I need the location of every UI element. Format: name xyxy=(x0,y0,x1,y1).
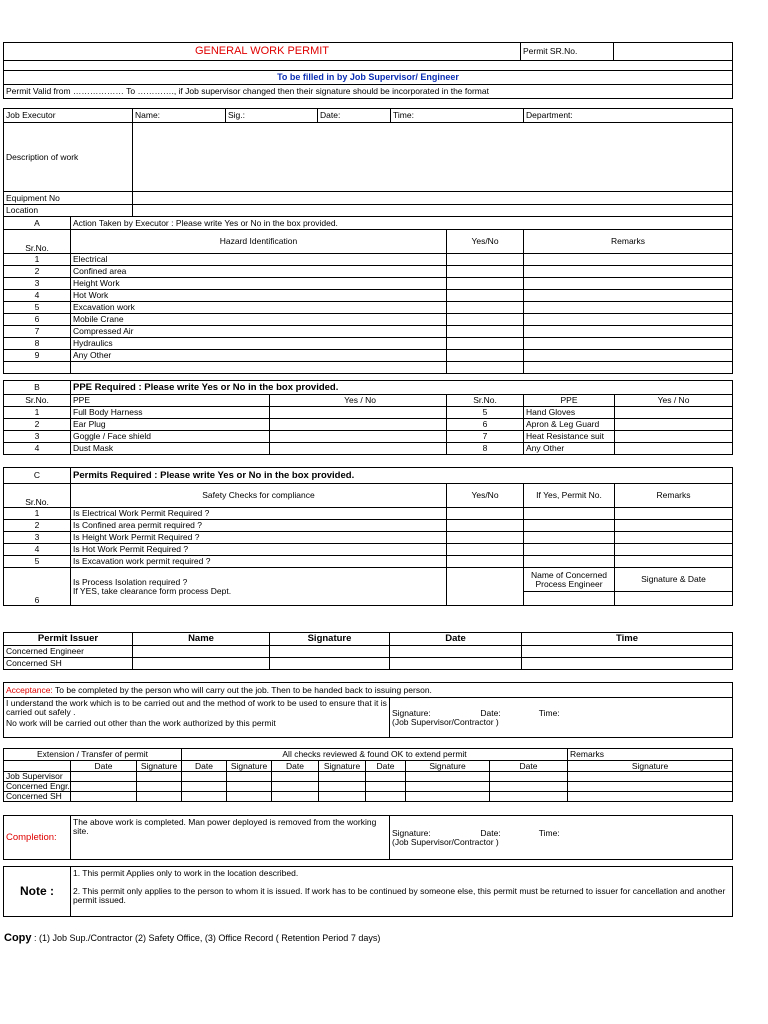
copy-footer xyxy=(4,932,380,944)
table-row xyxy=(4,544,733,556)
col-signature: Signature xyxy=(406,761,490,772)
cell-field[interactable] xyxy=(71,772,137,782)
acceptance-table xyxy=(3,682,733,738)
executor-department-field[interactable]: Department: xyxy=(524,109,733,123)
table-row xyxy=(4,646,733,658)
remarks-field[interactable] xyxy=(524,326,733,338)
col-srno: Sr.No. xyxy=(4,484,71,508)
ppe-item: Full Body Harness xyxy=(71,407,270,419)
col-signature: Signature xyxy=(227,761,272,772)
location-label: Location xyxy=(4,205,133,217)
blank-cell xyxy=(71,362,447,374)
yesno-field[interactable] xyxy=(447,508,524,520)
cell-field[interactable] xyxy=(182,782,227,792)
cell-field[interactable] xyxy=(406,772,490,782)
col-ppe: PPE xyxy=(524,395,615,407)
row-number: 4 xyxy=(4,443,71,455)
executor-table xyxy=(3,108,733,217)
col-checks: Safety Checks for compliance xyxy=(71,484,447,508)
cell-field[interactable] xyxy=(366,782,406,792)
remarks-field[interactable] xyxy=(524,314,733,326)
table-row xyxy=(4,532,733,544)
row-label: Job Supervisor xyxy=(4,772,71,782)
acceptance-signature-area[interactable] xyxy=(390,698,733,738)
cell-field[interactable] xyxy=(490,782,568,792)
cell-field[interactable] xyxy=(227,792,272,802)
acceptance-text: To be completed by the person who will carry out the job. Then to be handed back to issuing person. xyxy=(55,684,432,695)
cell-field[interactable] xyxy=(272,772,319,782)
ppe-item: Dust Mask xyxy=(71,443,270,455)
section-c-table xyxy=(3,467,733,606)
cell-field[interactable] xyxy=(568,772,733,782)
blank-cell xyxy=(4,362,71,374)
col-srno: Sr.No. xyxy=(4,395,71,407)
section-a-heading: Action Taken by Executor : Please write Yes or No in the box provided. xyxy=(71,217,733,230)
col-srno: Sr.No. xyxy=(4,230,71,254)
table-row xyxy=(4,772,733,782)
completion-text: The above work is completed. Man power deployed is removed from the working site. xyxy=(71,816,390,860)
section-a-table xyxy=(3,216,733,374)
section-c-letter: C xyxy=(4,468,71,484)
col-remarks: Remarks xyxy=(524,230,733,254)
permit-no-field[interactable] xyxy=(524,544,615,556)
extension-table xyxy=(3,748,733,802)
time-label: Time: xyxy=(538,827,560,838)
table-row xyxy=(4,254,733,266)
yesno-field[interactable] xyxy=(447,278,524,290)
check-item: Is Hot Work Permit Required ? xyxy=(71,544,447,556)
check-item: Is Excavation work permit required ? xyxy=(71,556,447,568)
ppe-item: Goggle / Face shield xyxy=(71,431,270,443)
extension-checks: All checks reviewed & found OK to extend permit xyxy=(182,749,568,761)
col-signature: Signature xyxy=(270,633,390,646)
cell-field[interactable] xyxy=(366,792,406,802)
concerned-sh-label: Concerned SH xyxy=(4,658,133,670)
note-line-1: 1. This permit Applies only to work in the location described. xyxy=(73,868,299,878)
yesno-field[interactable] xyxy=(615,443,733,455)
signature-date-label: Signature & Date xyxy=(615,568,733,592)
job-executor-label: Job Executor xyxy=(4,109,133,123)
ppe-item: Heat Resistance suit xyxy=(524,431,615,443)
hazard-item: Confined area xyxy=(71,266,447,278)
table-row xyxy=(4,443,733,455)
col-date: Date xyxy=(182,761,227,772)
remarks-field[interactable] xyxy=(615,544,733,556)
yesno-field[interactable] xyxy=(447,544,524,556)
yesno-field[interactable] xyxy=(447,568,524,606)
col-yesno: Yes / No xyxy=(270,395,447,407)
name-field[interactable] xyxy=(133,658,270,670)
name-field[interactable] xyxy=(133,646,270,658)
copy-text: : (1) Job Sup./Contractor (2) Safety Office, (3) Office Record ( Retention Period 7 days) xyxy=(34,933,381,943)
cell-field[interactable] xyxy=(71,782,137,792)
form-title: GENERAL WORK PERMIT xyxy=(4,43,521,61)
hazard-item: Compressed Air xyxy=(71,326,447,338)
yesno-field[interactable] xyxy=(615,407,733,419)
blank-cell xyxy=(4,761,71,772)
col-yesno: Yes/No xyxy=(447,484,524,508)
row-number: 1 xyxy=(4,254,71,266)
col-permit-no: If Yes, Permit No. xyxy=(524,484,615,508)
remarks-field[interactable] xyxy=(615,508,733,520)
col-time: Time xyxy=(522,633,733,646)
table-row xyxy=(4,556,733,568)
row-number: 5 xyxy=(4,302,71,314)
remarks-field[interactable] xyxy=(524,266,733,278)
completion-table xyxy=(3,815,733,860)
yesno-field[interactable] xyxy=(270,443,447,455)
signature-label: Signature: xyxy=(392,707,431,718)
section-b-letter: B xyxy=(4,381,71,395)
description-field[interactable] xyxy=(133,123,733,192)
col-date: Date xyxy=(272,761,319,772)
signature-field[interactable] xyxy=(270,646,390,658)
col-date: Date xyxy=(71,761,137,772)
row-number: 5 xyxy=(4,556,71,568)
check-item: Is Confined area permit required ? xyxy=(71,520,447,532)
cell-field[interactable] xyxy=(568,782,733,792)
row-number: 2 xyxy=(4,266,71,278)
signature-field[interactable] xyxy=(270,658,390,670)
cell-field[interactable] xyxy=(137,792,182,802)
ppe-item: Ear Plug xyxy=(71,419,270,431)
cell-field[interactable] xyxy=(319,772,366,782)
yesno-field[interactable] xyxy=(270,431,447,443)
row-number: 9 xyxy=(4,350,71,362)
spacer-row xyxy=(4,61,733,71)
yesno-field[interactable] xyxy=(615,431,733,443)
permit-no-field[interactable] xyxy=(524,556,615,568)
hazard-item: Hydraulics xyxy=(71,338,447,350)
copy-label: Copy xyxy=(4,932,32,944)
row-number: 3 xyxy=(4,431,71,443)
yesno-field[interactable] xyxy=(447,326,524,338)
concerned-engineer-label: Concerned Engineer xyxy=(4,646,133,658)
row-number: 2 xyxy=(4,419,71,431)
yesno-field[interactable] xyxy=(270,407,447,419)
row-number: 6 xyxy=(4,314,71,326)
yesno-field[interactable] xyxy=(447,254,524,266)
signature-date-field[interactable] xyxy=(615,592,733,606)
ppe-item: Apron & Leg Guard xyxy=(524,419,615,431)
col-signature: Signature xyxy=(137,761,182,772)
executor-sig-field[interactable]: Sig.: xyxy=(226,109,318,123)
process-isolation-instruction: If YES, take clearance form process Dept. xyxy=(73,585,232,596)
table-row xyxy=(4,338,733,350)
cell-field[interactable] xyxy=(319,792,366,802)
section-a-letter: A xyxy=(4,217,71,230)
cell-field[interactable] xyxy=(406,782,490,792)
col-yesno: Yes / No xyxy=(615,395,733,407)
table-row xyxy=(4,314,733,326)
table-row xyxy=(4,290,733,302)
no-work-text: No work will be carried out other than the work authorized by this permit xyxy=(6,717,276,728)
equipment-field[interactable] xyxy=(133,192,733,205)
table-row xyxy=(4,658,733,670)
remarks-field[interactable] xyxy=(524,278,733,290)
cell-field[interactable] xyxy=(272,782,319,792)
remarks-field[interactable] xyxy=(524,350,733,362)
blank-cell xyxy=(447,362,524,374)
date-label: Date: xyxy=(480,827,501,838)
section-b-table xyxy=(3,380,733,455)
completion-signature-area[interactable] xyxy=(390,816,733,860)
cell-field[interactable] xyxy=(490,792,568,802)
row-number: 4 xyxy=(4,544,71,556)
row-number: 7 xyxy=(447,431,524,443)
acceptance-declaration xyxy=(4,698,390,738)
table-row xyxy=(4,326,733,338)
col-date: Date xyxy=(366,761,406,772)
remarks-field[interactable] xyxy=(524,302,733,314)
col-yesno: Yes/No xyxy=(447,230,524,254)
row-number: 4 xyxy=(4,290,71,302)
remarks-field[interactable] xyxy=(615,520,733,532)
cell-field[interactable] xyxy=(182,792,227,802)
permit-issuer-table xyxy=(3,632,733,670)
row-number: 1 xyxy=(4,508,71,520)
cell-field[interactable] xyxy=(182,772,227,782)
col-date: Date xyxy=(390,633,522,646)
cell-field[interactable] xyxy=(227,772,272,782)
yesno-field[interactable] xyxy=(615,419,733,431)
time-field[interactable] xyxy=(522,646,733,658)
hazard-item: Height Work xyxy=(71,278,447,290)
extension-remarks: Remarks xyxy=(568,749,733,761)
remarks-field[interactable] xyxy=(524,290,733,302)
col-hazard: Hazard Identification xyxy=(71,230,447,254)
row-number: 6 xyxy=(4,568,71,606)
row-number: 8 xyxy=(4,338,71,350)
signatory-role: (Job Supervisor/Contractor ) xyxy=(392,716,499,727)
time-field[interactable] xyxy=(522,658,733,670)
executor-time-field[interactable]: Time: xyxy=(391,109,524,123)
hazard-item: Hot Work xyxy=(71,290,447,302)
row-number: 2 xyxy=(4,520,71,532)
permit-header xyxy=(3,42,733,99)
blank-cell xyxy=(524,362,733,374)
hazard-item: Excavation work xyxy=(71,302,447,314)
understand-text: I understand the work which is to be carried out and the method of work to be used to ensure that it is carried out safely . xyxy=(6,698,387,717)
table-row xyxy=(4,782,733,792)
process-isolation-cell xyxy=(71,568,447,606)
permit-issuer-label: Permit Issuer xyxy=(4,633,133,646)
supervisor-banner: To be filled in by Job Supervisor/ Engineer xyxy=(4,71,733,85)
col-remarks: Remarks xyxy=(615,484,733,508)
table-row xyxy=(4,431,733,443)
note-body xyxy=(71,867,733,917)
yesno-field[interactable] xyxy=(447,338,524,350)
permit-no-field[interactable] xyxy=(524,520,615,532)
extension-title: Extension / Transfer of permit xyxy=(4,749,182,761)
remarks-field[interactable] xyxy=(524,338,733,350)
yesno-field[interactable] xyxy=(447,532,524,544)
row-label: Concerned SH xyxy=(4,792,71,802)
table-row xyxy=(4,792,733,802)
cell-field[interactable] xyxy=(71,792,137,802)
row-number: 1 xyxy=(4,407,71,419)
cell-field[interactable] xyxy=(366,772,406,782)
col-signature: Signature xyxy=(319,761,366,772)
check-item: Is Electrical Work Permit Required ? xyxy=(71,508,447,520)
acceptance-label: Acceptance: xyxy=(6,684,53,695)
permit-sr-label: Permit SR.No. xyxy=(521,43,614,61)
cell-field[interactable] xyxy=(490,772,568,782)
acceptance-row xyxy=(4,683,733,698)
col-name: Name xyxy=(133,633,270,646)
yesno-field[interactable] xyxy=(447,350,524,362)
cell-field[interactable] xyxy=(568,792,733,802)
equipment-label: Equipment No xyxy=(4,192,133,205)
ppe-item: Any Other xyxy=(524,443,615,455)
process-isolation-question: Is Process Isolation required ? xyxy=(73,576,188,587)
permit-no-field[interactable] xyxy=(524,508,615,520)
check-item: Is Height Work Permit Required ? xyxy=(71,532,447,544)
ppe-item: Hand Gloves xyxy=(524,407,615,419)
date-field[interactable] xyxy=(390,646,522,658)
table-row xyxy=(4,302,733,314)
col-srno: Sr.No. xyxy=(447,395,524,407)
yesno-field[interactable] xyxy=(447,290,524,302)
permit-sr-field[interactable] xyxy=(614,43,733,61)
section-b-heading: PPE Required : Please write Yes or No in the box provided. xyxy=(71,381,733,395)
remarks-field[interactable] xyxy=(524,254,733,266)
note-label: Note : xyxy=(4,867,71,917)
yesno-field[interactable] xyxy=(447,302,524,314)
section-c-heading: Permits Required : Please write Yes or No in the box provided. xyxy=(71,468,733,484)
process-engineer-field[interactable] xyxy=(524,592,615,606)
yesno-field[interactable] xyxy=(447,266,524,278)
row-number: 5 xyxy=(447,407,524,419)
validity-text: Permit Valid from ……………… To …………., if Job supervisor changed then their signature should be incorporated in the format xyxy=(4,85,733,99)
cell-field[interactable] xyxy=(272,792,319,802)
date-label: Date: xyxy=(480,707,501,718)
location-field[interactable] xyxy=(133,205,733,217)
col-signature: Signature xyxy=(568,761,733,772)
description-label: Description of work xyxy=(4,123,133,192)
table-row xyxy=(4,520,733,532)
cell-field[interactable] xyxy=(319,782,366,792)
yesno-field[interactable] xyxy=(447,556,524,568)
row-number: 3 xyxy=(4,532,71,544)
signatory-role: (Job Supervisor/Contractor ) xyxy=(392,836,499,847)
row-label: Concerned Engr. xyxy=(4,782,71,792)
cell-field[interactable] xyxy=(227,782,272,792)
yesno-field[interactable] xyxy=(270,419,447,431)
col-ppe: PPE xyxy=(71,395,270,407)
executor-date-field[interactable]: Date: xyxy=(318,109,391,123)
table-row xyxy=(4,508,733,520)
permit-no-field[interactable] xyxy=(524,532,615,544)
hazard-item: Mobile Crane xyxy=(71,314,447,326)
yesno-field[interactable] xyxy=(447,520,524,532)
note-line-2: 2. This permit only applies to the person to whom it is issued. If work has to be continued by someone else, this permit must be returned to issuer for cancellation and another permit issued. xyxy=(73,885,726,905)
remarks-field[interactable] xyxy=(615,532,733,544)
row-number: 3 xyxy=(4,278,71,290)
col-date: Date xyxy=(490,761,568,772)
hazard-item: Any Other xyxy=(71,350,447,362)
yesno-field[interactable] xyxy=(447,314,524,326)
cell-field[interactable] xyxy=(406,792,490,802)
cell-field[interactable] xyxy=(137,772,182,782)
row-number: 6 xyxy=(447,419,524,431)
row-number: 8 xyxy=(447,443,524,455)
cell-field[interactable] xyxy=(137,782,182,792)
hazard-item: Electrical xyxy=(71,254,447,266)
executor-name-field[interactable]: Name: xyxy=(133,109,226,123)
signature-label: Signature: xyxy=(392,827,431,838)
table-row xyxy=(4,266,733,278)
table-row xyxy=(4,278,733,290)
table-row xyxy=(4,407,733,419)
date-field[interactable] xyxy=(390,658,522,670)
table-row xyxy=(4,419,733,431)
note-table xyxy=(3,866,733,917)
table-row xyxy=(4,350,733,362)
completion-label: Completion: xyxy=(4,816,71,860)
row-number: 7 xyxy=(4,326,71,338)
time-label: Time: xyxy=(538,707,560,718)
process-engineer-label: Name of Concerned Process Engineer xyxy=(524,568,615,592)
remarks-field[interactable] xyxy=(615,556,733,568)
